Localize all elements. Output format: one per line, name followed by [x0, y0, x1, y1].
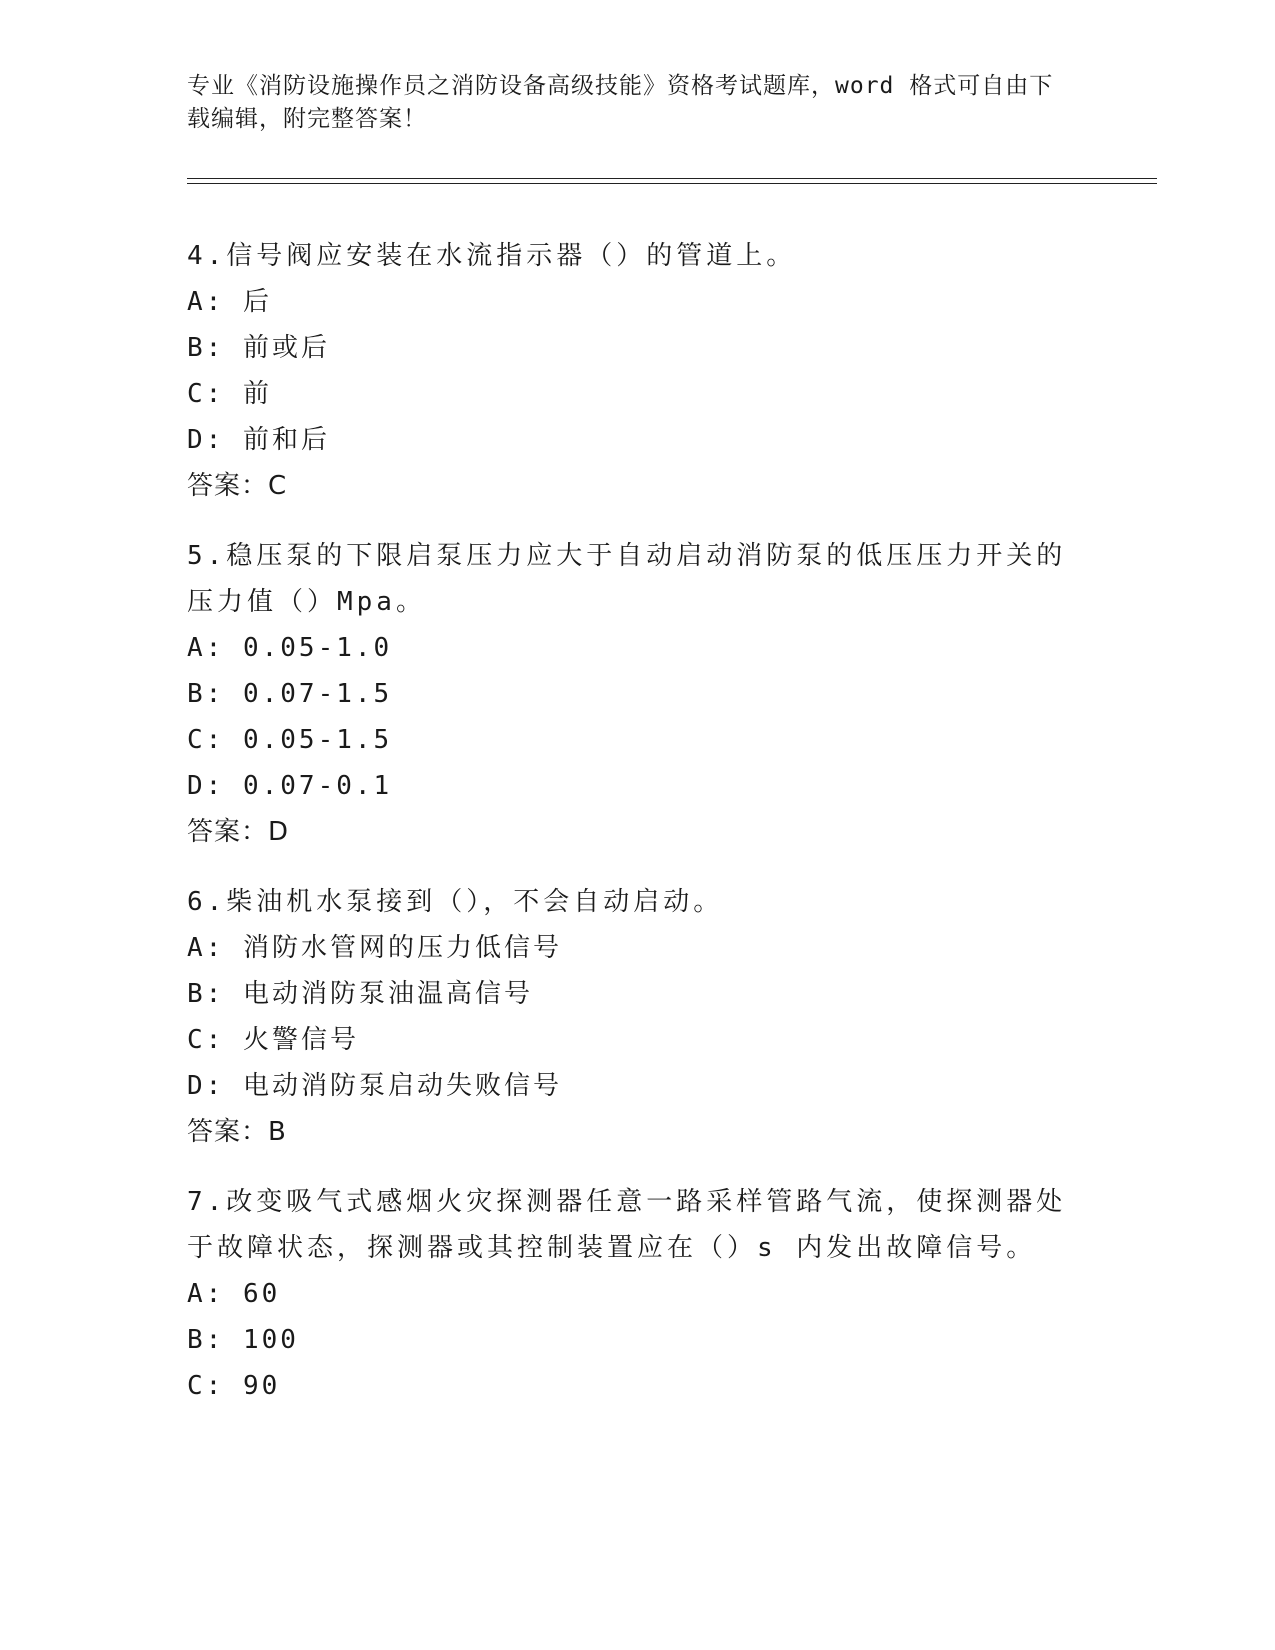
option-a: A: 0.05-1.0	[187, 633, 393, 663]
option-a: A: 消防水管网的压力低信号	[187, 933, 562, 963]
option-b: B: 前或后	[187, 333, 330, 363]
option-c: C: 0.05-1.5	[187, 725, 393, 755]
question-stem: 6.柴油机水泵接到（），不会自动启动。	[187, 887, 724, 917]
option-d: D: 0.07-0.1	[187, 771, 393, 801]
option-b: B: 0.07-1.5	[187, 679, 393, 709]
header-line-2: 载编辑，附完整答案！	[187, 106, 427, 132]
option-c: C: 前	[187, 379, 272, 409]
answer-line: 答案：B	[187, 1117, 287, 1147]
question-stem: 4.信号阀应安装在水流指示器（）的管道上。	[187, 241, 797, 271]
header-divider-top	[187, 178, 1157, 179]
question-stem: 5.稳压泵的下限启泵压力应大于自动启动消防泵的低压压力开关的压力值（）Mpa。	[187, 541, 1067, 617]
option-b: B: 电动消防泵油温高信号	[187, 979, 533, 1009]
option-c: C: 火警信号	[187, 1025, 359, 1055]
option-a: A: 后	[187, 287, 272, 317]
option-a: A: 60	[187, 1279, 281, 1309]
question-6	[187, 879, 1087, 1155]
header-divider-bottom	[187, 183, 1157, 184]
question-stem: 7.改变吸气式感烟火灾探测器任意一路采样管路气流，使探测器处于故障状态，探测器或其控制装置应在（）s 内发出故障信号。	[187, 1187, 1067, 1263]
question-list	[187, 233, 1087, 1433]
question-5	[187, 533, 1087, 855]
option-d: D: 电动消防泵启动失败信号	[187, 1071, 562, 1101]
question-7	[187, 1179, 1087, 1409]
option-c: C: 90	[187, 1371, 281, 1401]
option-d: D: 前和后	[187, 425, 330, 455]
question-4	[187, 233, 1087, 509]
document-header	[187, 70, 1087, 136]
answer-line: 答案：C	[187, 471, 288, 501]
option-b: B: 100	[187, 1325, 299, 1355]
header-line-1: 专业《消防设施操作员之消防设备高级技能》资格考试题库，word 格式可自由下	[187, 73, 1054, 99]
answer-line: 答案：D	[187, 817, 290, 847]
